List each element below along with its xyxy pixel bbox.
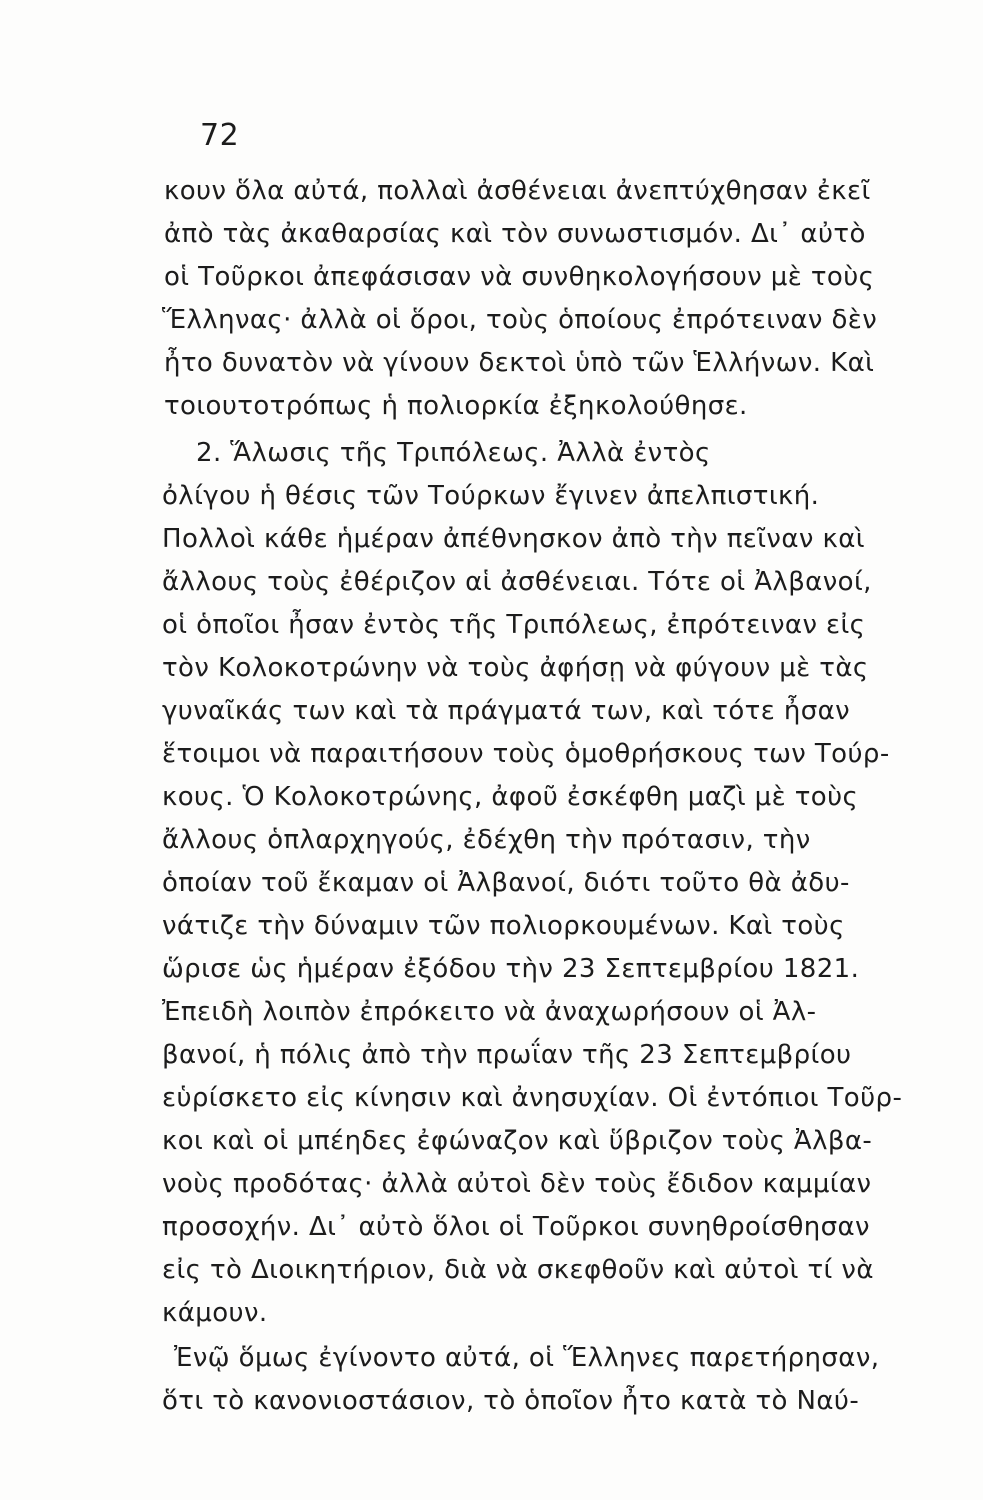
text-line: ὅτι τὸ κανονιοστάσιον, τὸ ὁποῖον ἦτο κατὰ τὸ Ναύ- — [162, 1386, 860, 1416]
text-line: οἱ ὁποῖοι ἦσαν ἐντὸς τῆς Τριπόλεως, ἐπρότειναν εἰς — [162, 610, 866, 640]
text-line: Ἐπειδὴ λοιπὸν ἐπρόκειτο νὰ ἀναχωρήσουν οἱ Ἀλ- — [162, 997, 817, 1027]
text-line: τοιουτοτρόπως ἡ πολιορκία ἐξηκολούθησε. — [164, 391, 748, 421]
text-line: Πολλοὶ κάθε ἡμέραν ἀπέθνησκον ἀπὸ τὴν πεῖναν καὶ — [162, 524, 865, 554]
text-line: εἰς τὸ Διοικητήριον, διὰ νὰ σκεφθοῦν καὶ αὐτοὶ τί νὰ — [162, 1255, 874, 1285]
text-line: οἱ Τοῦρκοι ἀπεφάσισαν νὰ συνθηκολογήσουν μὲ τοὺς — [164, 262, 875, 292]
text-line: ἄλλους ὁπλαρχηγούς, ἐδέχθη τὴν πρότασιν, τὴν — [162, 825, 811, 855]
text-line: κοι καὶ οἱ μπέηδες ἐφώναζον καὶ ὕβριζον τοὺς Ἀλβα- — [162, 1126, 873, 1156]
paragraph-start-line: Ἐνῷ ὅμως ἐγίνοντο αὐτά, οἱ Ἕλληνες παρετήρησαν, — [174, 1343, 880, 1373]
text-line: νάτιζε τὴν δύναμιν τῶν πολιορκουμένων. Καὶ τοὺς — [162, 911, 845, 941]
page-number: 72 — [200, 118, 240, 153]
text-line: ἀπὸ τὰς ἀκαθαρσίας καὶ τὸν συνωστισμόν. Δι᾽ αὐτὸ — [164, 219, 866, 249]
text-line: ὥρισε ὡς ἡμέραν ἐξόδου τὴν 23 Σεπτεμβρίου 1821. — [162, 954, 860, 984]
text-line: κους. Ὁ Κολοκοτρώνης, ἀφοῦ ἐσκέφθη μαζὶ μὲ τοὺς — [162, 782, 859, 812]
text-line: βανοί, ἡ πόλις ἀπὸ τὴν πρωΐαν τῆς 23 Σεπτεμβρίου — [162, 1040, 852, 1070]
text-line: εὑρίσκετο εἰς κίνησιν καὶ ἀνησυχίαν. Οἱ ἐντόπιοι Τοῦρ- — [162, 1083, 903, 1113]
text-line: νοὺς προδότας· ἀλλὰ αὐτοὶ δὲν τοὺς ἔδιδον καμμίαν — [162, 1169, 872, 1199]
text-line: ἕτοιμοι νὰ παραιτήσουν τοὺς ὁμοθρήσκους των Τούρ- — [162, 739, 890, 769]
text-line: προσοχήν. Δι᾽ αὐτὸ ὅλοι οἱ Τοῦρκοι συνηθροίσθησαν — [162, 1212, 870, 1242]
text-line: τὸν Κολοκοτρώνην νὰ τοὺς ἀφήσῃ νὰ φύγουν μὲ τὰς — [162, 653, 869, 683]
text-line: Ἕλληνας· ἀλλὰ οἱ ὅροι, τοὺς ὁποίους ἐπρότειναν δὲν — [162, 305, 878, 335]
text-line: ὁποίαν τοῦ ἔκαμαν οἱ Ἀλβανοί, διότι τοῦτο θὰ ἀδυ- — [162, 868, 850, 898]
section-heading-line: 2. Ἅλωσις τῆς Τριπόλεως. Ἀλλὰ ἐντὸς — [196, 438, 711, 468]
text-line: κάμουν. — [162, 1298, 268, 1328]
text-line: γυναῖκάς των καὶ τὰ πράγματά των, καὶ τότε ἦσαν — [162, 696, 851, 726]
text-line: ἦτο δυνατὸν νὰ γίνουν δεκτοὶ ὑπὸ τῶν Ἑλλήνων. Καὶ — [164, 348, 875, 378]
text-line: ἄλλους τοὺς ἐθέριζον αἱ ἀσθένειαι. Τότε οἱ Ἀλβανοί, — [162, 567, 872, 597]
text-line: ὀλίγου ἡ θέσις τῶν Τούρκων ἔγινεν ἀπελπιστική. — [162, 481, 820, 511]
text-line: κουν ὅλα αὐτά, πολλαὶ ἀσθένειαι ἀνεπτύχθησαν ἐκεῖ — [164, 176, 871, 206]
